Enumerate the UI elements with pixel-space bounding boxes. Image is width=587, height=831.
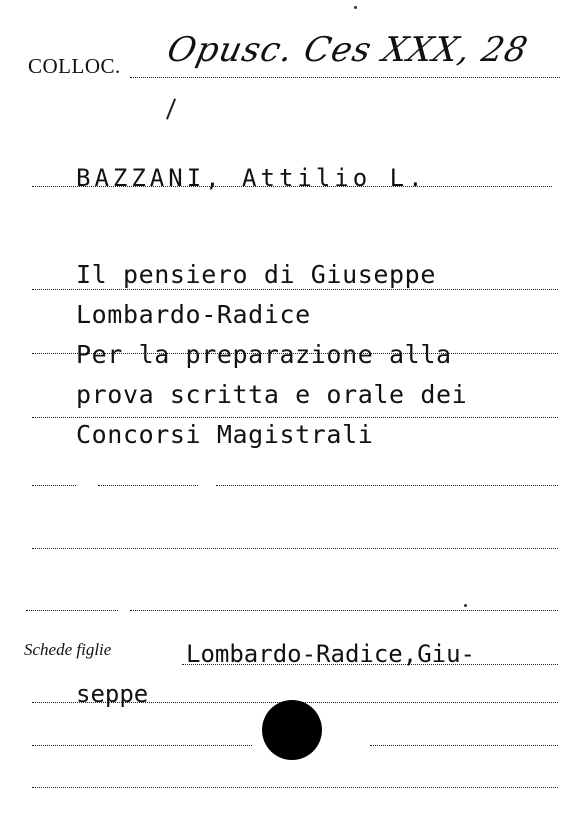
speck: [464, 604, 467, 607]
rule-line: [32, 485, 76, 486]
rule-line: [32, 745, 252, 746]
colloc-value: Opusc. Ces XXX, 28: [163, 30, 532, 70]
colloc-dotted-line: [130, 77, 560, 78]
rule-line: [98, 485, 198, 486]
rule-line: [32, 289, 558, 290]
title-line-4: prova scritta e orale dei: [76, 380, 468, 409]
schede-figlie-label: Schede figlie: [24, 640, 112, 659]
schede-line-1: Lombardo-Radice,Giu-: [186, 640, 475, 668]
rule-line: [32, 787, 558, 788]
title-line-3: Per la preparazione alla: [76, 340, 452, 369]
author-heading: BAZZANI, Attilio L.: [76, 164, 427, 192]
title-line-2: Lombardo-Radice: [76, 300, 311, 329]
rule-line: [216, 485, 558, 486]
schede-line-2: seppe: [76, 680, 149, 708]
rule-line: [32, 417, 558, 418]
title-line-1: Il pensiero di Giuseppe: [76, 260, 436, 289]
rule-line: [130, 610, 558, 611]
punch-hole: [262, 700, 322, 760]
pen-mark: [166, 98, 176, 119]
rule-line: [32, 548, 558, 549]
title-line-5: Concorsi Magistrali: [76, 420, 374, 449]
colloc-label: COLLOC.: [28, 54, 121, 78]
speck: [354, 6, 357, 9]
rule-line: [26, 610, 118, 611]
rule-line: [370, 745, 558, 746]
